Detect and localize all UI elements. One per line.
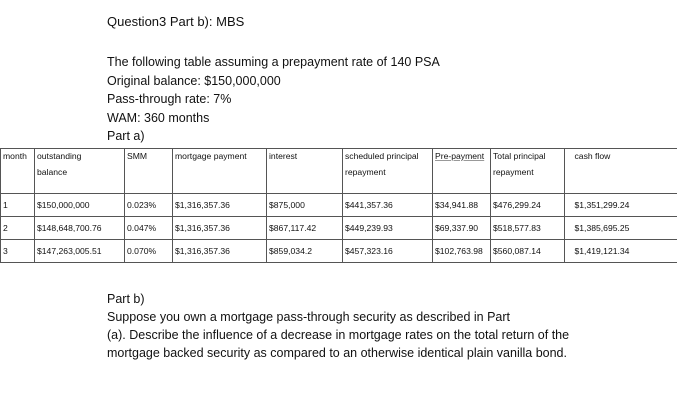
gap-cell — [267, 183, 343, 194]
cell-total: $560,087.14 — [491, 240, 565, 263]
header-mortgage-payment: mortgage payment — [173, 149, 267, 168]
header-mortgage-payment-cont — [173, 167, 267, 183]
mbs-cash-flow-table — [0, 148, 677, 263]
gap-cell — [491, 183, 565, 194]
cell-scheduled: $457,323.16 — [343, 240, 433, 263]
cell-balance: $150,000,000 — [35, 194, 125, 217]
header-spacer-2 — [565, 167, 573, 183]
cell-cash-flow: $1,385,695.25 — [573, 217, 677, 240]
cell-smm: 0.023% — [125, 194, 173, 217]
cell-interest: $867,117.42 — [267, 217, 343, 240]
intro-line-pass-through-rate: Pass-through rate: 7% — [107, 92, 232, 107]
cell-payment: $1,316,357.36 — [173, 194, 267, 217]
cell-total: $476,299.24 — [491, 194, 565, 217]
gap-cell — [573, 183, 677, 194]
gap-cell — [343, 183, 433, 194]
cell-interest: $875,000 — [267, 194, 343, 217]
cell-payment: $1,316,357.36 — [173, 240, 267, 263]
cell-total: $518,577.83 — [491, 217, 565, 240]
gap-cell — [173, 183, 267, 194]
header-smm-cont — [125, 167, 173, 183]
header-smm: SMM — [125, 149, 173, 168]
header-cash-flow-cont — [573, 167, 677, 183]
table-header-row — [1, 149, 677, 168]
gap-cell — [1, 183, 35, 194]
cell-cash-flow: $1,351,299.24 — [573, 194, 677, 217]
intro-block — [107, 53, 440, 146]
part-b-line: mortgage backed security as compared to an otherwise identical plain vanilla bond. — [107, 346, 567, 360]
intro-line-part-a: Part a) — [107, 129, 145, 144]
gap-cell — [433, 183, 491, 194]
header-outstanding-balance: outstanding — [35, 149, 125, 168]
table-gap-row — [1, 183, 677, 194]
question-title: Question3 Part b): MBS — [107, 14, 245, 29]
cell-smm: 0.070% — [125, 240, 173, 263]
header-total-principal-2: repayment — [491, 167, 565, 183]
header-month-cont — [1, 167, 35, 183]
cell-prepayment: $102,763.98 — [433, 240, 491, 263]
gap-cell — [35, 183, 125, 194]
cell-interest: $859,034.2 — [267, 240, 343, 263]
table-row — [1, 240, 677, 263]
intro-line-prepayment-rate: The following table assuming a prepayment rate of 140 PSA — [107, 55, 440, 69]
header-prepayment-text: Pre-payment — [435, 151, 485, 161]
header-total-principal: Total principal — [491, 149, 565, 168]
cell-balance: $148,648,700.76 — [35, 217, 125, 240]
cell-month: 2 — [1, 217, 35, 240]
gap-cell — [565, 183, 573, 194]
cell-smm: 0.047% — [125, 217, 173, 240]
gap-cell — [125, 183, 173, 194]
cell-month: 1 — [1, 194, 35, 217]
cell-scheduled: $441,357.36 — [343, 194, 433, 217]
header-prepayment-cont — [433, 167, 491, 183]
header-spacer — [565, 149, 573, 168]
table-row — [1, 194, 677, 217]
intro-line-wam: WAM: 360 months — [107, 110, 210, 125]
cell-scheduled: $449,239.93 — [343, 217, 433, 240]
cell-spacer — [565, 217, 573, 240]
table-header-row-2 — [1, 167, 677, 183]
table-row — [1, 217, 677, 240]
cell-month: 3 — [1, 240, 35, 263]
part-b-title: Part b) — [107, 292, 145, 306]
cell-spacer — [565, 240, 573, 263]
part-b-block — [107, 290, 697, 362]
header-prepayment — [433, 149, 491, 168]
header-month: month — [1, 149, 35, 168]
cell-cash-flow: $1,419,121.34 — [573, 240, 677, 263]
header-cash-flow: cash flow — [573, 149, 677, 168]
header-interest: interest — [267, 149, 343, 168]
part-b-line: Suppose you own a mortgage pass-through security as described in Part — [107, 310, 511, 324]
header-outstanding-balance-2: balance — [35, 167, 125, 183]
cell-spacer — [565, 194, 573, 217]
cell-balance: $147,263,005.51 — [35, 240, 125, 263]
cell-prepayment: $34,941.88 — [433, 194, 491, 217]
part-b-line: (a). Describe the influence of a decrease in mortgage rates on the total return of the — [107, 328, 570, 342]
header-interest-cont — [267, 167, 343, 183]
cell-prepayment: $69,337.90 — [433, 217, 491, 240]
intro-line-original-balance: Original balance: $150,000,000 — [107, 73, 281, 88]
header-scheduled-principal-2: repayment — [343, 167, 433, 183]
cell-payment: $1,316,357.36 — [173, 217, 267, 240]
header-scheduled-principal: scheduled principal — [343, 149, 433, 168]
